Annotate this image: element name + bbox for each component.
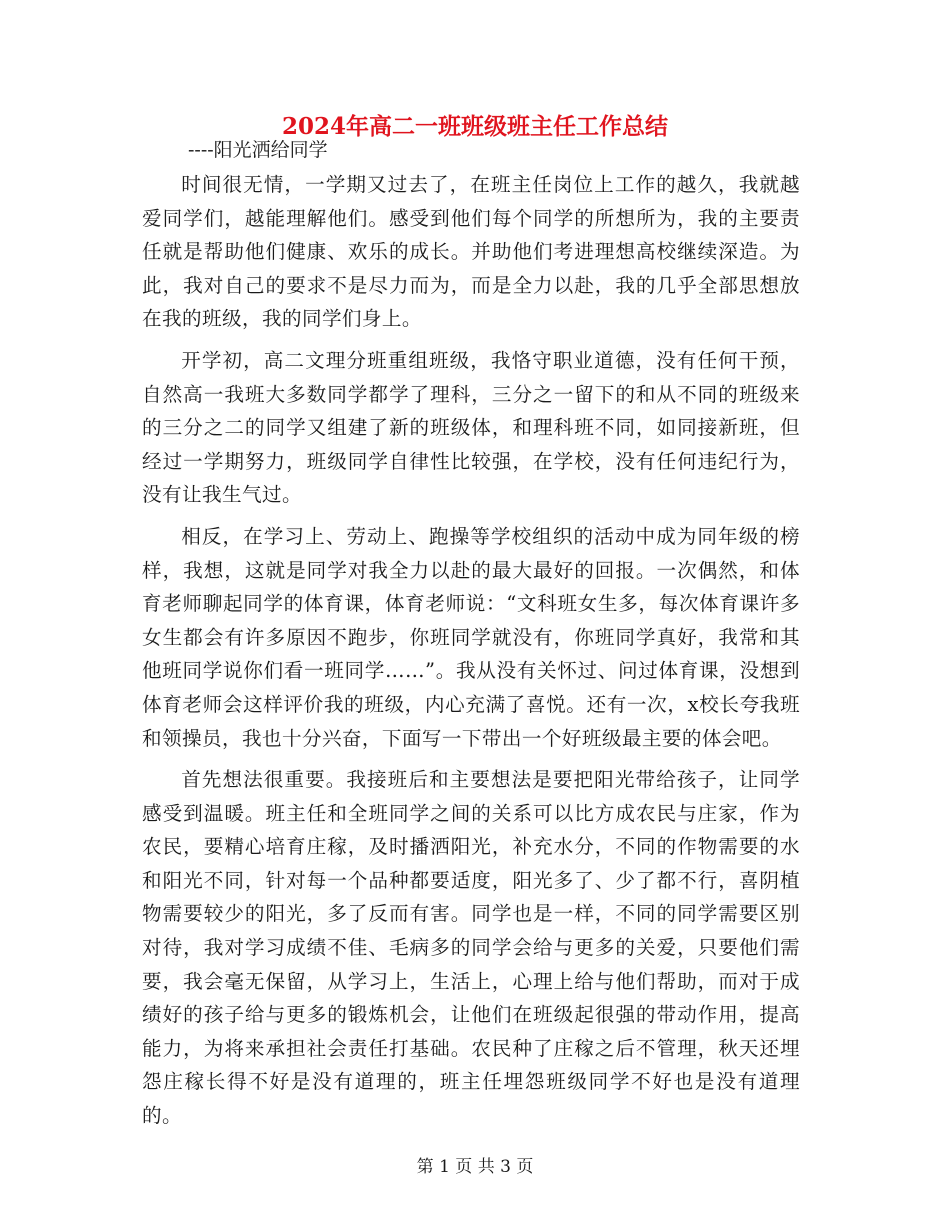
- paragraph-2: 开学初，高二文理分班重组班级，我恪守职业道德，没有任何干预，自然高一我班大多数同学都学了理科，三分之一留下的和从不同的班级来的三分之二的同学又组建了新的班级体，和理科班不同，如同接新班，但经过一学期努力，班级同学自律性比较强，在学校，没有任何违纪行为，没有让我生气过。: [142, 348, 800, 507]
- paragraph-4: 首先想法很重要。我接班后和主要想法是要把阳光带给孩子，让同学感受到温暖。班主任和全班同学之间的关系可以比方成农民与庄家，作为农民，要精心培育庄稼，及时播洒阳光，补充水分，不同的作物需要的水和阳光不同，针对每一个品种都要适度，阳光多了、少了都不行，喜阴植物需要较少的阳光，多了反而有害。同学也是一样，不同的同学需要区别对待，我对学习成绩不佳、毛病多的同学会给与更多的关爱，只要他们需要，我会毫无保留，从学习上，生活上，心理上给与他们帮助，而对于成绩好的孩子给与更多的锻炼机会，让他们在班级起很强的带动作用，提高能力，为将来承担社会责任打基础。农民种了庄稼之后不管理，秋天还埋怨庄稼长得不好是没有道理的，班主任埋怨班级同学不好也是没有道理的。: [142, 768, 800, 1128]
- paragraph-3: 相反，在学习上、劳动上、跑操等学校组织的活动中成为同年级的榜样，我想，这就是同学对我全力以赴的最大最好的回报。一次偶然，和体育老师聊起同学的体育课，体育老师说：“文科班女生多，每次体育课许多女生都会有许多原因不跑步，你班同学就没有，你班同学真好，我常和其他班同学说你们看一班同学……”。我从没有关怀过、问过体育课，没想到体育老师会这样评价我的班级，内心充满了喜悦。还有一次，x校长夸我班和领操员，我也十分兴奋，下面写一下带出一个好班级最主要的体会吧。: [142, 524, 800, 750]
- document-subtitle: ----阳光洒给同学: [188, 139, 328, 161]
- document-body: [142, 168, 800, 1141]
- document-title: 2024年高二一班班级班主任工作总结: [281, 113, 668, 140]
- page-footer: 第 1 页 共 3 页: [416, 1157, 534, 1177]
- paragraph-1: 时间很无情，一学期又过去了，在班主任岗位上工作的越久，我就越爱同学们，越能理解他们。感受到他们每个同学的所想所为，我的主要责任就是帮助他们健康、欢乐的成长。并助他们考进理想高校继续深造。为此，我对自己的要求不是尽力而为，而是全力以赴，我的几乎全部思想放在我的班级，我的同学们身上。: [142, 173, 800, 331]
